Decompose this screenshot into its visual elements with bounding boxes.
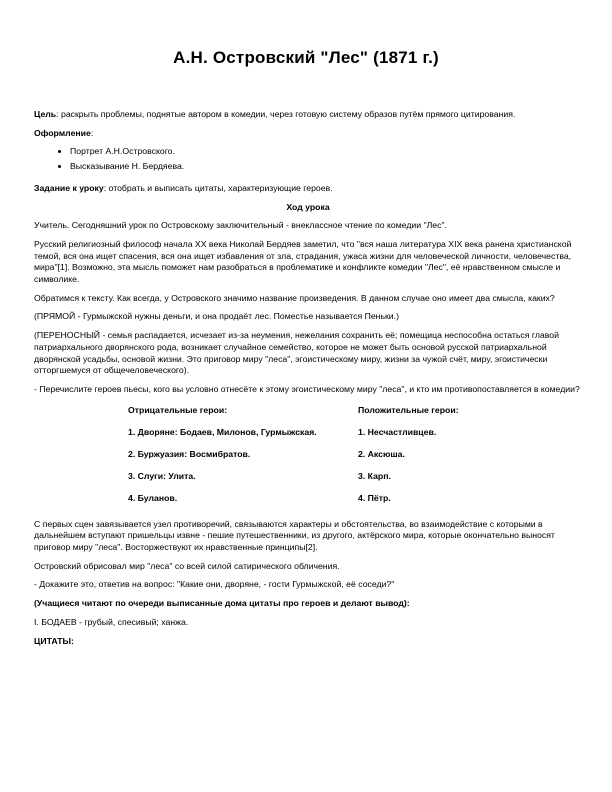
positive-cell: 2. Аксюша. <box>358 448 405 459</box>
paragraph: - Перечислите героев пьесы, кого вы условно отнесёте к этому эгоистическому миру "леса", и кто им противопоставляется в комедии? <box>34 383 580 394</box>
paragraph: (ПЕРЕНОСНЫЙ - семья распадается, исчезает из-за неумения, нежелания сохранить её; помещица неспособна остаться главой патриархального дворянского рода, возникает случайное семейство, которое не может быть основой русской патриархальной дворянской усадьбы, основой жизни. Это приговор миру "леса", эгоистическому миру, жизни за чужой счёт, миру, эгоистически отторгшемуся от общечеловеческого). <box>34 330 559 376</box>
goal-label: Цель <box>34 109 57 119</box>
positive-cell: 1. Несчастливцев. <box>358 426 437 437</box>
task-label: Задание к уроку <box>34 182 104 193</box>
list-item: • Высказывание Н. Бердяева. <box>70 161 582 173</box>
paragraph: I. БОДАЕВ - грубый, спесивый; ханжа. <box>34 616 189 627</box>
table-row <box>128 425 488 447</box>
paragraph: С первых сцен завязывается узел противоречий, связываются характеры и обстоятельства, во взаимодействие с которыми в дальнейшем вступают пришельцы извне - пешие путешественники, из другого, актёрского мира, которые окончательно выносят приговор миру "леса". Восторжествуют их нравственные принципы[2]. <box>34 518 555 553</box>
citations-label: ЦИТАТЫ: <box>34 635 74 646</box>
paragraph: Островский обрисовал мир "леса" со всей силой сатирического обличения. <box>34 560 340 571</box>
paragraph-bold: (Учащиеся читают по очереди выписанные дома цитаты про героев и делают вывод): <box>34 598 410 609</box>
paragraph: - Докажите это, ответив на вопрос: "Какие они, дворяне, - гости Гурмыжской, её соседи?" <box>34 579 395 590</box>
page-title: А.Н. Островский "Лес" (1871 г.) <box>173 48 439 67</box>
negative-cell: 1. Дворяне: Бодаев, Милонов, Гурмыжская. <box>128 426 317 437</box>
negative-cell: 2. Буржуазия: Восмибратов. <box>128 448 251 459</box>
paragraph: Русский религиозный философ начала XX века Николай Бердяев заметил, что "вся наша литература XIX века ранена христианской темой, вся она ищет спасения, вся она ищет избавления от зла, страдания, ужаса жизни для человеческой личности, человечества, мира"[1]. Возможно, эта мысль поможет нам разобраться в проблематике и конфликте комедии "Лес", её нравственном смысле и символике. <box>34 238 572 285</box>
document-body <box>34 109 582 654</box>
negative-cell: 3. Слуги: Улита. <box>128 470 196 481</box>
design-label: Оформление <box>34 127 91 138</box>
paragraph: Обратимся к тексту. Как всегда, у Островского значимо название произведения. В данном случае оно имеет два смысла, каких? <box>34 292 555 303</box>
list-item: • Портрет А.Н.Островского. <box>70 146 582 158</box>
heroes-table <box>128 403 488 513</box>
paragraph: (ПРЯМОЙ - Гурмыжской нужны деньги, и она продаёт лес. Поместье называется Пеньки.) <box>34 311 399 322</box>
positive-cell: 4. Пётр. <box>358 492 391 503</box>
table-row <box>128 469 488 491</box>
task-text: : отобрать и выписать цитаты, характеризующие героев. <box>103 182 333 193</box>
paragraph: Учитель. Сегодняшний урок по Островскому заключительный - внеклассное чтение по комедии "Лес". <box>34 220 447 231</box>
table-row <box>128 491 488 513</box>
table-row <box>128 447 488 469</box>
task-paragraph <box>34 183 582 195</box>
positive-cell: 3. Карп. <box>358 470 391 481</box>
design-list <box>34 146 582 172</box>
goal-text: : раскрыть проблемы, поднятые автором в комедии, через готовую систему образов путём прямого цитирования. <box>56 109 516 119</box>
lesson-heading: Ход урока <box>286 201 330 212</box>
design-heading <box>34 128 582 140</box>
negative-header: Отрицательные герои: <box>128 404 228 415</box>
positive-header: Положительные герои: <box>358 404 459 415</box>
goal-paragraph <box>34 109 582 121</box>
design-colon: : <box>90 127 94 138</box>
negative-cell: 4. Буланов. <box>128 492 178 503</box>
table-header-row <box>128 403 488 425</box>
